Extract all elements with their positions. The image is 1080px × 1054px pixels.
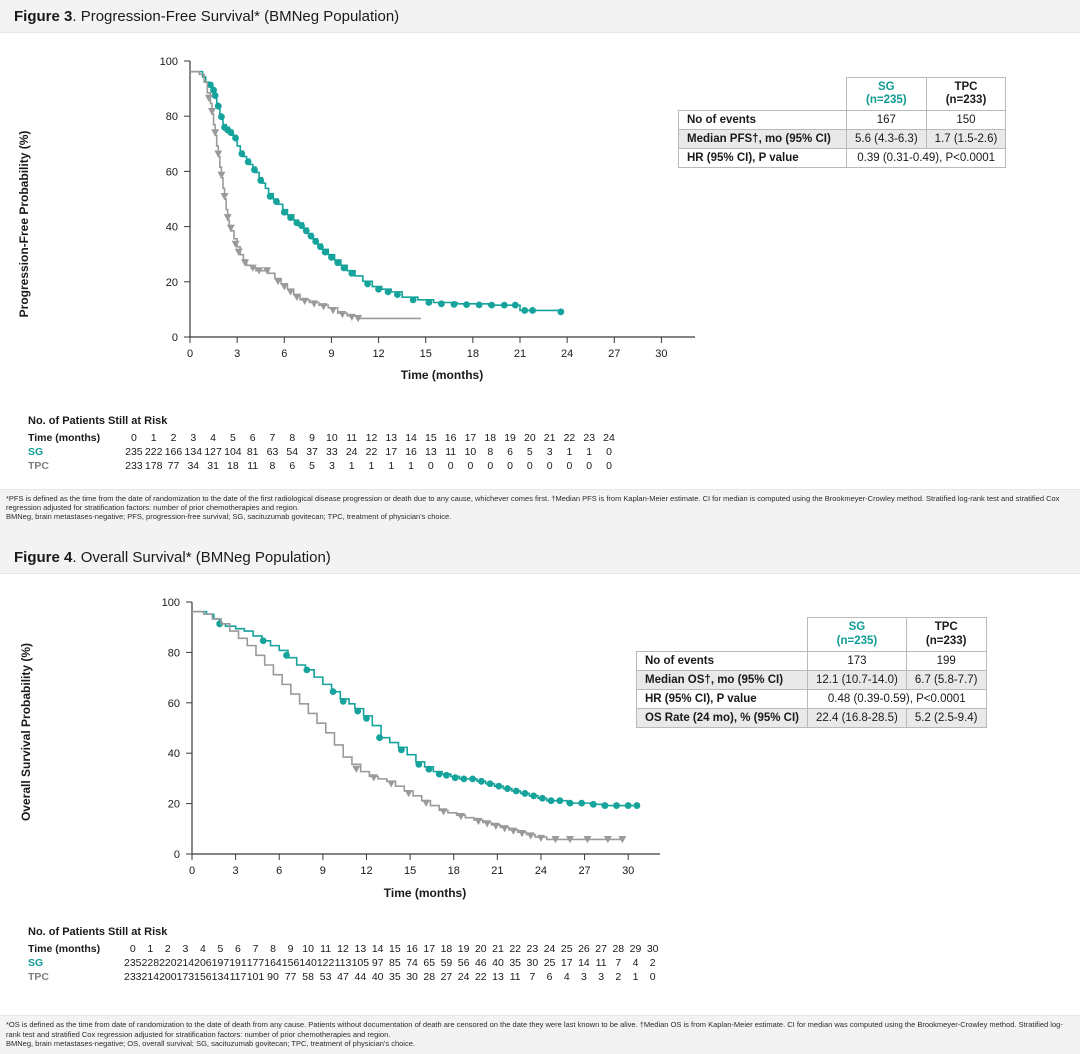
svg-text:40: 40 — [167, 748, 180, 761]
risk-cell: 8 — [269, 460, 276, 472]
table-row — [679, 149, 1006, 168]
stats-header-sg-n: (n=235) — [866, 94, 907, 107]
figure-4-stats-table — [636, 617, 987, 727]
risk-cell: 25 — [543, 957, 556, 970]
risk-time-value: 12 — [337, 943, 349, 956]
table-row — [637, 689, 987, 708]
svg-text:24: 24 — [534, 865, 548, 878]
risk-cell: 1 — [408, 460, 414, 472]
risk-cell: 0 — [467, 460, 474, 472]
risk-cell: 6 — [289, 460, 296, 472]
risk-time-value: 21 — [492, 943, 504, 956]
risk-cell: 22 — [365, 446, 378, 458]
table-row — [679, 111, 1006, 130]
risk-cell: 164 — [264, 957, 282, 970]
svg-text:40: 40 — [165, 221, 178, 234]
svg-text:24: 24 — [561, 348, 574, 360]
svg-text:12: 12 — [372, 348, 385, 360]
risk-cell: 35 — [509, 957, 522, 970]
svg-text:3: 3 — [234, 348, 241, 360]
risk-time-value: 3 — [182, 943, 189, 956]
risk-cell: 177 — [246, 957, 265, 970]
table-row — [637, 651, 987, 670]
risk-cell: 0 — [447, 460, 454, 472]
figure-3-risk-table — [28, 415, 619, 473]
svg-text:100: 100 — [161, 597, 180, 610]
risk-cell: 24 — [345, 446, 358, 458]
risk-cell: 11 — [247, 460, 259, 472]
risk-cell: 0 — [427, 460, 434, 472]
risk-time-value: 22 — [509, 943, 522, 956]
risk-cell: 6 — [507, 446, 513, 458]
svg-text:12: 12 — [360, 865, 373, 878]
svg-text:15: 15 — [419, 348, 432, 360]
risk-cell: 220 — [159, 957, 177, 970]
risk-time-value: 23 — [583, 432, 596, 444]
risk-table — [28, 431, 619, 473]
risk-cell: 197 — [211, 957, 230, 970]
risk-time-value: 14 — [371, 943, 384, 956]
risk-cell: 156 — [194, 971, 212, 984]
risk-time-value: 13 — [354, 943, 367, 956]
stats-header-sg — [808, 618, 907, 651]
risk-table-title: No. of Patients Still at Risk — [28, 926, 168, 939]
risk-cell: 65 — [423, 957, 436, 970]
svg-text:60: 60 — [167, 698, 180, 711]
stats-cell-sg: 12.1 (10.7-14.0) — [808, 670, 907, 689]
stats-cell-tpc: 6.7 (5.8-7.7) — [906, 670, 986, 689]
figure-4-title-rest: . Overall Survival* (BMNeg Population) — [72, 549, 331, 567]
stats-cell-tpc: 1.7 (1.5-2.6) — [926, 130, 1006, 149]
risk-cell: 4 — [632, 957, 639, 970]
risk-cell: 59 — [440, 957, 453, 970]
risk-time-value: 16 — [444, 432, 457, 444]
risk-time-value: 20 — [523, 432, 536, 444]
risk-cell: 11 — [595, 957, 607, 970]
figure-4-footnote: *OS is defined as the time from date of randomization to the date of death from any cause. Patients without documentation of death are censored on the date they were last known to be alive. †Median OS is from Kaplan-Meier estimate. CI for median was computed using the Brookmeyer-Crowley method. Stratified log-rank test and stratified Cox regression adjusted for stratification factors: number of prior chemotherapies and region. — [6, 1020, 1063, 1039]
risk-cell: 0 — [487, 460, 494, 472]
risk-time-value: 6 — [235, 943, 241, 956]
table-row — [637, 708, 987, 727]
risk-time-value: 4 — [199, 943, 206, 956]
svg-text:6: 6 — [281, 348, 288, 360]
risk-cell: 13 — [425, 446, 437, 458]
risk-cell: 1 — [586, 446, 593, 458]
risk-cell: 8 — [487, 446, 494, 458]
svg-text:0: 0 — [188, 865, 196, 878]
risk-time-value: 23 — [526, 943, 539, 956]
svg-text:3: 3 — [232, 865, 239, 878]
risk-time-value: 7 — [269, 432, 276, 444]
risk-cell: 17 — [560, 957, 573, 970]
risk-cell: 3 — [581, 971, 587, 984]
risk-cell: 0 — [586, 460, 593, 472]
risk-cell: 0 — [546, 460, 553, 472]
risk-cell: 0 — [606, 446, 612, 458]
stats-row-label: No of events — [679, 111, 847, 130]
svg-text:80: 80 — [165, 111, 178, 124]
stats-cell-tpc: 150 — [926, 111, 1006, 130]
risk-cell: 44 — [354, 971, 367, 984]
risk-cell: 178 — [144, 460, 163, 472]
stats-cell-sg: 5.6 (4.3-6.3) — [847, 130, 927, 149]
risk-cell: 222 — [144, 446, 163, 458]
risk-time-label: Time (months) — [28, 943, 101, 956]
svg-text:0: 0 — [186, 348, 194, 360]
risk-cell: 13 — [492, 971, 504, 984]
stats-header-tpc-name: TPC — [954, 81, 978, 93]
risk-cell: 37 — [306, 446, 318, 458]
stats-row-label: OS Rate (24 mo), % (95% CI) — [637, 708, 808, 727]
risk-cell: 214 — [176, 957, 195, 970]
risk-time-value: 29 — [629, 943, 642, 956]
risk-cell: 1 — [632, 971, 639, 984]
stats-row-label: Median OS†, mo (95% CI) — [637, 670, 808, 689]
risk-cell: 54 — [286, 446, 299, 458]
risk-cell: 105 — [351, 957, 370, 970]
risk-table-title: No. of Patients Still at Risk — [28, 415, 168, 427]
risk-time-value: 9 — [287, 943, 294, 956]
risk-cell: 34 — [187, 460, 200, 472]
risk-time-value: 8 — [270, 943, 276, 956]
risk-cell: 0 — [566, 460, 573, 472]
risk-time-value: 24 — [603, 432, 615, 444]
svg-text:30: 30 — [655, 348, 668, 360]
svg-text:20: 20 — [165, 276, 178, 289]
risk-time-value: 13 — [385, 432, 398, 444]
risk-cell: 11 — [509, 971, 521, 984]
stats-cell-span: 0.39 (0.31-0.49), P<0.0001 — [847, 149, 1006, 168]
risk-time-value: 19 — [457, 943, 470, 956]
risk-cell: 134 — [211, 971, 230, 984]
risk-cell: 206 — [194, 957, 212, 970]
risk-cell: 3 — [598, 971, 605, 984]
svg-text:100: 100 — [159, 56, 178, 68]
figure-3-panel — [0, 32, 1080, 490]
risk-cell: 11 — [445, 446, 457, 458]
stats-cell-sg: 22.4 (16.8-28.5) — [808, 708, 907, 727]
stats-row-label: No of events — [637, 651, 808, 670]
risk-time-value: 2 — [164, 943, 171, 956]
risk-cell: 228 — [141, 957, 160, 970]
risk-cell: 85 — [389, 957, 401, 970]
risk-cell: 4 — [563, 971, 570, 984]
risk-cell: 30 — [406, 971, 418, 984]
risk-time-value: 7 — [252, 943, 259, 956]
risk-cell: 28 — [423, 971, 436, 984]
risk-cell: 53 — [319, 971, 332, 984]
risk-cell: 1 — [566, 446, 573, 458]
risk-time-value: 8 — [289, 432, 296, 444]
svg-text:15: 15 — [403, 865, 417, 878]
risk-cell: 156 — [281, 957, 300, 970]
svg-text:18: 18 — [447, 865, 460, 878]
risk-cell: 5 — [526, 446, 533, 458]
risk-cell: 97 — [371, 957, 384, 970]
svg-text:27: 27 — [608, 348, 621, 360]
risk-cell: 3 — [546, 446, 553, 458]
risk-time-value: 1 — [147, 943, 154, 956]
risk-time-value: 1 — [150, 432, 157, 444]
risk-time-value: 5 — [217, 943, 224, 956]
svg-text:0: 0 — [171, 332, 178, 344]
svg-text:21: 21 — [491, 865, 504, 878]
risk-time-value: 10 — [302, 943, 314, 956]
risk-time-value: 0 — [129, 943, 136, 956]
stats-header-sg-name: SG — [848, 621, 866, 634]
risk-cell: 63 — [266, 446, 279, 458]
stats-header-tpc — [906, 618, 986, 651]
figure-3-stats-table — [678, 77, 1006, 168]
risk-cell: 173 — [176, 971, 195, 984]
risk-cell: 0 — [606, 460, 612, 472]
risk-cell: 5 — [309, 460, 315, 472]
figure-4-abbreviations: BMNeg, brain metastases-negative; OS, overall survival; SG, sacituzumab govitecan; TPC, treatment of physician's choice. — [6, 1038, 415, 1048]
figure-3-title-bold: Figure 3 — [14, 8, 73, 25]
risk-cell: 46 — [474, 957, 487, 970]
svg-text:6: 6 — [276, 865, 283, 878]
risk-time-value: 2 — [170, 432, 177, 444]
risk-time-value: 21 — [543, 432, 556, 444]
risk-time-value: 17 — [464, 432, 477, 444]
risk-cell: 101 — [246, 971, 265, 984]
svg-text:60: 60 — [165, 166, 178, 179]
risk-row-label: SG — [28, 446, 44, 458]
risk-time-value: 26 — [578, 943, 590, 956]
risk-cell: 58 — [302, 971, 314, 984]
figure-3-abbreviations: BMNeg, brain metastases-negative; PFS, progression-free survival; SG, sacituzumab govitecan; TPC, treatment of physician's choice. — [6, 512, 452, 522]
risk-time-value: 15 — [389, 943, 401, 956]
risk-cell: 117 — [229, 971, 247, 984]
risk-time-value: 22 — [563, 432, 576, 444]
risk-cell: 2 — [615, 971, 622, 984]
svg-text:21: 21 — [513, 348, 527, 360]
risk-cell: 0 — [526, 460, 533, 472]
risk-time-value: 15 — [425, 432, 437, 444]
risk-cell: 33 — [326, 446, 338, 458]
risk-cell: 7 — [529, 971, 536, 984]
svg-text:Time (months): Time (months) — [383, 886, 467, 901]
risk-table — [28, 942, 661, 984]
stats-corner — [637, 618, 808, 651]
risk-cell: 235 — [125, 446, 143, 458]
svg-text:27: 27 — [578, 865, 591, 878]
risk-time-value: 12 — [365, 432, 378, 444]
risk-cell: 140 — [299, 957, 317, 970]
risk-cell: 14 — [578, 957, 590, 970]
risk-time-value: 24 — [543, 943, 556, 956]
risk-cell: 24 — [457, 971, 470, 984]
figure-4-panel — [0, 573, 1080, 1016]
stats-row-label: HR (95% CI), P value — [637, 689, 808, 708]
risk-cell: 214 — [141, 971, 160, 984]
risk-time-value: 3 — [190, 432, 197, 444]
risk-cell: 200 — [159, 971, 177, 984]
stats-cell-sg: 167 — [847, 111, 927, 130]
risk-time-value: 16 — [406, 943, 418, 956]
risk-time-value: 25 — [560, 943, 573, 956]
risk-cell: 0 — [507, 460, 513, 472]
svg-text:18: 18 — [466, 348, 479, 360]
stats-header-sg-name: SG — [878, 81, 895, 93]
risk-cell: 90 — [267, 971, 279, 984]
figure-4-title-bold: Figure 4 — [14, 549, 73, 567]
risk-header-row — [28, 942, 661, 956]
risk-cell: 166 — [164, 446, 183, 458]
risk-time-value: 0 — [130, 432, 137, 444]
stats-header-tpc-name: TPC — [934, 621, 958, 634]
risk-row — [28, 445, 619, 459]
risk-cell: 134 — [184, 446, 203, 458]
svg-text:9: 9 — [328, 348, 335, 360]
risk-cell: 40 — [492, 957, 504, 970]
risk-cell: 27 — [440, 971, 453, 984]
risk-cell: 35 — [389, 971, 401, 984]
stats-header-sg — [847, 78, 927, 111]
risk-time-label: Time (months) — [28, 432, 101, 444]
risk-time-value: 10 — [326, 432, 338, 444]
risk-time-value: 30 — [646, 943, 659, 956]
stats-cell-tpc: 199 — [906, 651, 986, 670]
risk-cell: 22 — [474, 971, 487, 984]
figure-4-footnotes — [0, 1016, 1080, 1053]
risk-cell: 122 — [316, 957, 335, 970]
risk-cell: 7 — [615, 957, 622, 970]
risk-cell: 31 — [207, 460, 219, 472]
risk-cell: 77 — [167, 460, 180, 472]
risk-cell: 3 — [328, 460, 335, 472]
figure-3-footnote: *PFS is defined as the time from the date of randomization to the date of the first radiological disease progression or death due to any cause, whichever comes first. †Median PFS is from Kaplan-Meier estimate. CI for median is computed using the Brookmeyer-Crowley method. Stratified log-rank test and stratified Cox regression adjusted for stratification factors: number of prior chemotherapies and region. — [6, 494, 1060, 513]
figure-3-km-plot — [10, 39, 710, 409]
risk-cell: 77 — [284, 971, 297, 984]
risk-time-value: 5 — [229, 432, 236, 444]
risk-cell: 17 — [385, 446, 398, 458]
risk-cell: 10 — [464, 446, 477, 458]
risk-cell: 1 — [388, 460, 395, 472]
figure-4-title — [0, 527, 1080, 573]
table-row — [679, 130, 1006, 149]
risk-cell: 6 — [546, 971, 553, 984]
risk-row — [28, 956, 661, 970]
stats-cell-span: 0.48 (0.39-0.59), P<0.0001 — [808, 689, 987, 708]
risk-cell: 40 — [371, 971, 384, 984]
risk-row — [28, 459, 619, 473]
stats-header-tpc — [926, 78, 1006, 111]
svg-text:Progression-Free Probability (: Progression-Free Probability (%) — [17, 130, 31, 318]
risk-time-value: 19 — [504, 432, 516, 444]
svg-text:80: 80 — [167, 647, 180, 660]
risk-cell: 113 — [334, 957, 352, 970]
risk-cell: 127 — [204, 446, 222, 458]
risk-cell: 191 — [229, 957, 247, 970]
risk-time-value: 11 — [346, 432, 358, 444]
svg-text:Overall Survival Probability (: Overall Survival Probability (%) — [19, 643, 33, 822]
svg-text:30: 30 — [622, 865, 635, 878]
figure-3-title — [0, 0, 1080, 32]
risk-row-label: TPC — [28, 971, 49, 984]
stats-header-sg-n: (n=235) — [836, 634, 878, 647]
stats-corner — [679, 78, 847, 111]
risk-cell: 74 — [406, 957, 418, 970]
svg-text:20: 20 — [167, 799, 180, 812]
risk-cell: 81 — [246, 446, 259, 458]
risk-row — [28, 970, 661, 984]
risk-time-value: 11 — [320, 943, 332, 956]
risk-cell: 235 — [124, 957, 142, 970]
risk-time-value: 14 — [405, 432, 417, 444]
risk-header-row — [28, 431, 619, 445]
risk-cell: 47 — [337, 971, 349, 984]
risk-cell: 1 — [368, 460, 375, 472]
risk-cell: 1 — [348, 460, 355, 472]
risk-time-value: 9 — [309, 432, 315, 444]
risk-cell: 30 — [526, 957, 539, 970]
risk-cell: 233 — [124, 971, 142, 984]
svg-text:9: 9 — [319, 865, 326, 878]
risk-cell: 16 — [405, 446, 417, 458]
svg-text:0: 0 — [173, 849, 180, 862]
risk-cell: 56 — [457, 957, 470, 970]
figure-4-risk-table — [28, 926, 661, 984]
stats-header-tpc-n: (n=233) — [925, 634, 967, 647]
stats-cell-sg: 173 — [808, 651, 907, 670]
stats-row-label: HR (95% CI), P value — [679, 149, 847, 168]
risk-row-label: TPC — [28, 460, 49, 472]
risk-time-value: 4 — [210, 432, 216, 444]
risk-cell: 233 — [125, 460, 143, 472]
risk-cell: 104 — [224, 446, 242, 458]
risk-cell: 0 — [649, 971, 656, 984]
risk-time-value: 18 — [440, 943, 453, 956]
risk-cell: 18 — [227, 460, 239, 472]
risk-time-value: 28 — [612, 943, 625, 956]
stats-row-label: Median PFS†, mo (95% CI) — [679, 130, 847, 149]
risk-time-value: 17 — [423, 943, 436, 956]
risk-row-label: SG — [28, 957, 44, 970]
stats-cell-tpc: 5.2 (2.5-9.4) — [906, 708, 986, 727]
table-row — [637, 670, 987, 689]
risk-time-value: 27 — [595, 943, 607, 956]
risk-time-value: 20 — [474, 943, 487, 956]
stats-header-tpc-n: (n=233) — [945, 94, 987, 107]
risk-time-value: 18 — [484, 432, 497, 444]
figure-4-km-plot — [10, 582, 670, 927]
svg-text:Time (months): Time (months) — [400, 368, 484, 382]
figure-3-title-rest: . Progression-Free Survival* (BMNeg Population) — [72, 8, 400, 25]
risk-cell: 2 — [649, 957, 656, 970]
risk-time-value: 6 — [249, 432, 256, 444]
